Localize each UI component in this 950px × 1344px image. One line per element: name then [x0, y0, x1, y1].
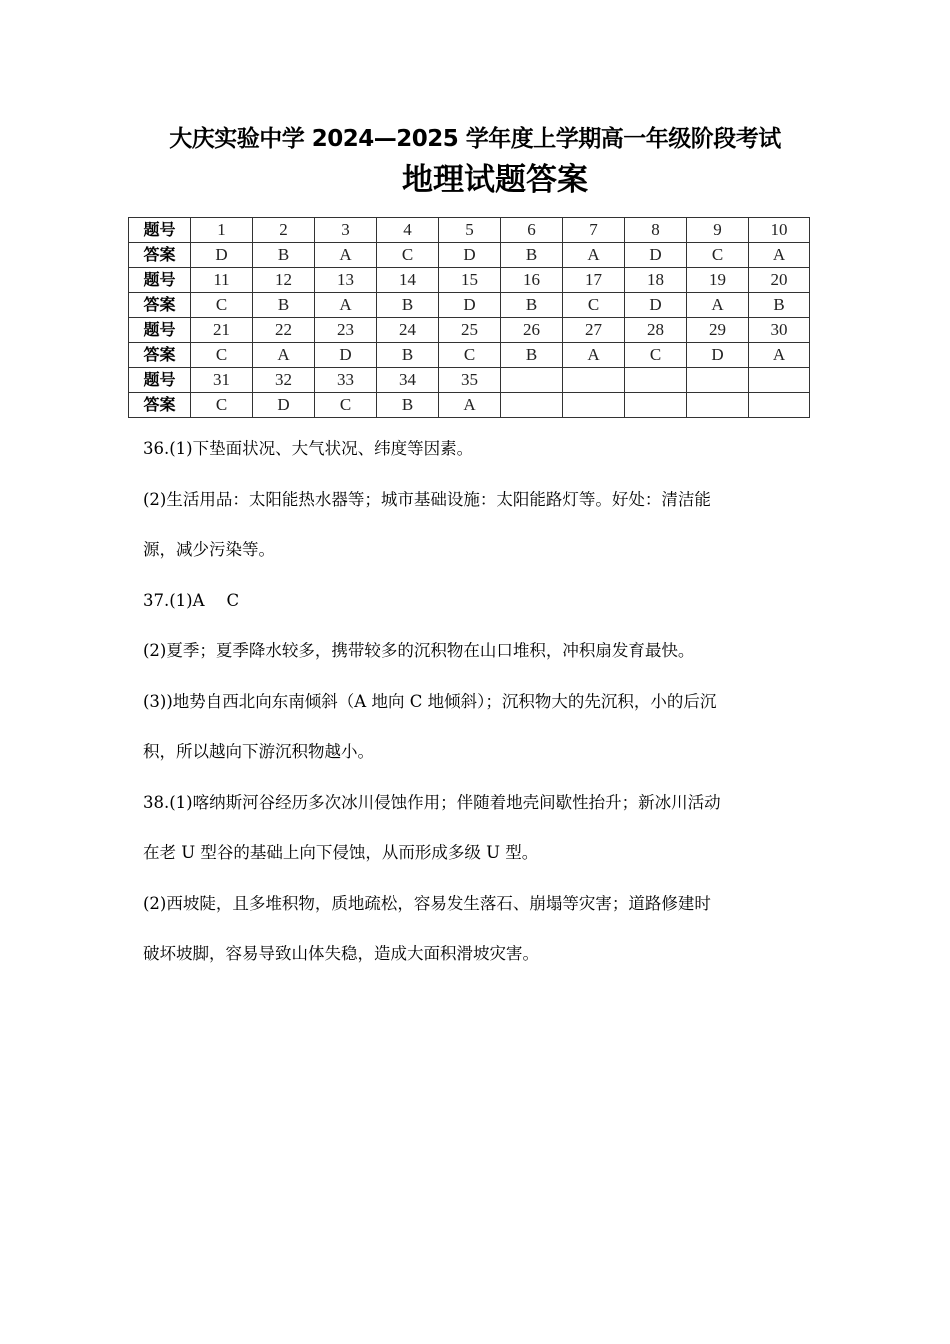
- answer-cell: A: [315, 293, 377, 318]
- row-label-question: 题号: [129, 218, 191, 243]
- answer-cell: D: [191, 243, 253, 268]
- answer-cell: B: [377, 393, 439, 418]
- answer-37-part1: [143, 588, 813, 639]
- answer-cell: A: [563, 343, 625, 368]
- answer-cell: C: [687, 243, 749, 268]
- answer-37-part2: (2)夏季；夏季降水较多，携带较多的沉积物在山口堆积，冲积扇发育最快。: [143, 641, 695, 660]
- question-number-cell: 11: [191, 268, 253, 293]
- answer-37-part1-first: 37.(1)A: [143, 590, 205, 610]
- answer-36-part2-line2: 源，减少污染等。: [143, 540, 275, 559]
- answer-cell: D: [625, 293, 687, 318]
- answer-cell: A: [749, 343, 810, 368]
- answer-cell: D: [687, 343, 749, 368]
- question-number-cell: 12: [253, 268, 315, 293]
- question-number-cell: 29: [687, 318, 749, 343]
- question-number-cell: 27: [563, 318, 625, 343]
- answer-cell: A: [439, 393, 501, 418]
- question-number-cell: 15: [439, 268, 501, 293]
- answer-cell: C: [315, 393, 377, 418]
- answer-cell: A: [687, 293, 749, 318]
- question-number-cell: 4: [377, 218, 439, 243]
- answer-table: [128, 217, 810, 418]
- answer-38-part2-line1: (2)西坡陡，且多堆积物，质地疏松，容易发生落石、崩塌等灾害；道路修建时: [143, 893, 711, 913]
- answer-table-body: [129, 218, 810, 418]
- answer-37-part3-line1: (3))地势自西北向东南倾斜（A 地向 C 地倾斜）；沉积物大的先沉积，小的后沉: [143, 691, 717, 711]
- answer-37-part1-second: C: [226, 590, 240, 610]
- question-number-row: [129, 368, 810, 393]
- row-label-answer: 答案: [129, 243, 191, 268]
- answers-section: [143, 436, 813, 992]
- question-number-row: [129, 268, 810, 293]
- question-number-cell: 23: [315, 318, 377, 343]
- question-number-cell: 16: [501, 268, 563, 293]
- question-number-cell: 33: [315, 368, 377, 393]
- row-label-question: 题号: [129, 318, 191, 343]
- answer-cell: [687, 393, 749, 418]
- question-number-cell: [687, 368, 749, 393]
- answer-cell: B: [501, 293, 563, 318]
- answer-cell: D: [439, 293, 501, 318]
- answer-cell: [749, 393, 810, 418]
- question-number-cell: 35: [439, 368, 501, 393]
- answer-37-part3-line2: 积，所以越向下游沉积物越小。: [143, 742, 374, 761]
- page-title: 大庆实验中学 2024—2025 学年度上学期高一年级阶段考试: [169, 126, 781, 152]
- question-number-cell: 19: [687, 268, 749, 293]
- answer-38-part1-line2: 在老 U 型谷的基础上向下侵蚀，从而形成多级 U 型。: [143, 843, 539, 862]
- question-number-cell: 13: [315, 268, 377, 293]
- question-number-cell: 7: [563, 218, 625, 243]
- answer-cell: A: [253, 343, 315, 368]
- answer-cell: [625, 393, 687, 418]
- question-number-cell: 14: [377, 268, 439, 293]
- answer-row: [129, 293, 810, 318]
- question-number-cell: 9: [687, 218, 749, 243]
- answer-cell: A: [563, 243, 625, 268]
- question-number-cell: 30: [749, 318, 810, 343]
- answer-cell: C: [377, 243, 439, 268]
- answer-cell: D: [315, 343, 377, 368]
- question-number-cell: 21: [191, 318, 253, 343]
- answer-cell: C: [439, 343, 501, 368]
- question-number-cell: [501, 368, 563, 393]
- row-label-answer: 答案: [129, 393, 191, 418]
- question-number-cell: 2: [253, 218, 315, 243]
- answer-cell: C: [625, 343, 687, 368]
- question-number-row: [129, 218, 810, 243]
- question-number-cell: 6: [501, 218, 563, 243]
- question-number-cell: [625, 368, 687, 393]
- row-label-answer: 答案: [129, 343, 191, 368]
- question-number-cell: 22: [253, 318, 315, 343]
- row-label-answer: 答案: [129, 293, 191, 318]
- answer-cell: B: [377, 343, 439, 368]
- answer-cell: C: [191, 343, 253, 368]
- answer-cell: A: [749, 243, 810, 268]
- answer-38-part1-line1: 38.(1)喀纳斯河谷经历多次冰川侵蚀作用；伴随着地壳间歇性抬升；新冰川活动: [143, 792, 721, 812]
- answer-cell: D: [625, 243, 687, 268]
- answer-cell: B: [501, 243, 563, 268]
- question-number-cell: 1: [191, 218, 253, 243]
- answer-36-part2-line1: (2)生活用品：太阳能热水器等；城市基础设施：太阳能路灯等。好处：清洁能: [143, 489, 711, 509]
- answer-cell: A: [315, 243, 377, 268]
- row-label-question: 题号: [129, 368, 191, 393]
- question-number-cell: 31: [191, 368, 253, 393]
- question-number-cell: 3: [315, 218, 377, 243]
- question-number-cell: [563, 368, 625, 393]
- answer-row: [129, 393, 810, 418]
- answer-cell: D: [439, 243, 501, 268]
- question-number-cell: 25: [439, 318, 501, 343]
- answer-cell: B: [253, 243, 315, 268]
- question-number-cell: 17: [563, 268, 625, 293]
- answer-cell: B: [749, 293, 810, 318]
- question-number-cell: 26: [501, 318, 563, 343]
- question-number-cell: 32: [253, 368, 315, 393]
- question-number-row: [129, 318, 810, 343]
- question-number-cell: 10: [749, 218, 810, 243]
- question-number-cell: [749, 368, 810, 393]
- answer-cell: D: [253, 393, 315, 418]
- answer-cell: C: [563, 293, 625, 318]
- question-number-cell: 18: [625, 268, 687, 293]
- page-subtitle: 地理试题答案: [402, 162, 588, 198]
- answer-cell: B: [377, 293, 439, 318]
- question-number-cell: 8: [625, 218, 687, 243]
- question-number-cell: 24: [377, 318, 439, 343]
- question-number-cell: 34: [377, 368, 439, 393]
- answer-cell: C: [191, 393, 253, 418]
- answer-row: [129, 243, 810, 268]
- answer-36-part1: 36.(1)下垫面状况、大气状况、纬度等因素。: [143, 439, 474, 458]
- row-label-question: 题号: [129, 268, 191, 293]
- question-number-cell: 28: [625, 318, 687, 343]
- answer-38-part2-line2: 破坏坡脚，容易导致山体失稳，造成大面积滑坡灾害。: [143, 944, 539, 963]
- question-number-cell: 5: [439, 218, 501, 243]
- answer-cell: B: [253, 293, 315, 318]
- answer-row: [129, 343, 810, 368]
- question-number-cell: 20: [749, 268, 810, 293]
- answer-cell: B: [501, 343, 563, 368]
- answer-cell: C: [191, 293, 253, 318]
- answer-cell: [501, 393, 563, 418]
- answer-cell: [563, 393, 625, 418]
